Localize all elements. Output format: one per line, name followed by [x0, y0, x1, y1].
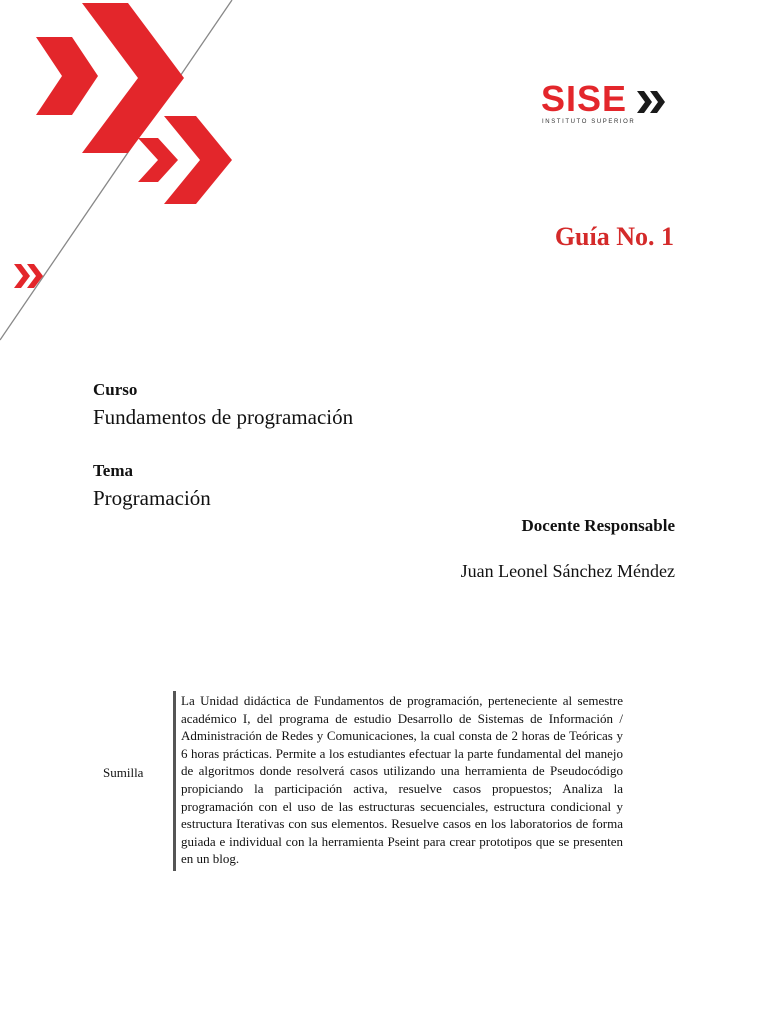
sumilla-label: Sumilla [103, 765, 144, 780]
course-label: Curso [93, 380, 138, 399]
chevron-shape-lower-1 [138, 138, 178, 182]
teacher-name: Juan Leonel Sánchez Méndez [460, 561, 675, 581]
sumilla-text: La Unidad didáctica de Fundamentos de programación, perteneciente al semestre académico I, del programa de estudio Desarrollo de Sistemas de Información / Administración de Redes y Comunicaciones, la cual consta de 2 horas de Teóricas y 6 horas prácticas. Permite a los estudiantes efectuar la parte fundamental del manejo de algoritmos donde resolverá casos utilizando una herramienta de Pseudocódigo propiciando la participación activa, resuelve casos propuestos; Analiza la programación con el uso de las estructuras secuenciales, estructura condicional y estructura Iterativas con sus elementos. Resuelve casos en los laboratorios de forma guiada e individual con la herramienta Pseint para crear prototipos que se presenten en un blog. [181, 693, 623, 867]
teacher-label: Docente Responsable [521, 516, 675, 535]
large-chevron-shape [82, 3, 184, 153]
topic-value: Programación [93, 486, 211, 510]
guide-title: Guía No. 1 [554, 222, 674, 251]
topic-label: Tema [93, 461, 133, 480]
course-value: Fundamentos de programación [93, 405, 354, 429]
small-chevron-shape [36, 37, 98, 115]
tiny-chevron-1 [14, 264, 30, 288]
logo-tagline: INSTITUTO SUPERIOR [542, 119, 636, 125]
decorative-chevrons [0, 0, 260, 350]
sise-logo [541, 78, 671, 130]
sumilla-divider [173, 691, 176, 871]
logo-arrows-icon [637, 89, 671, 115]
logo-wordmark: SISE [541, 78, 628, 119]
